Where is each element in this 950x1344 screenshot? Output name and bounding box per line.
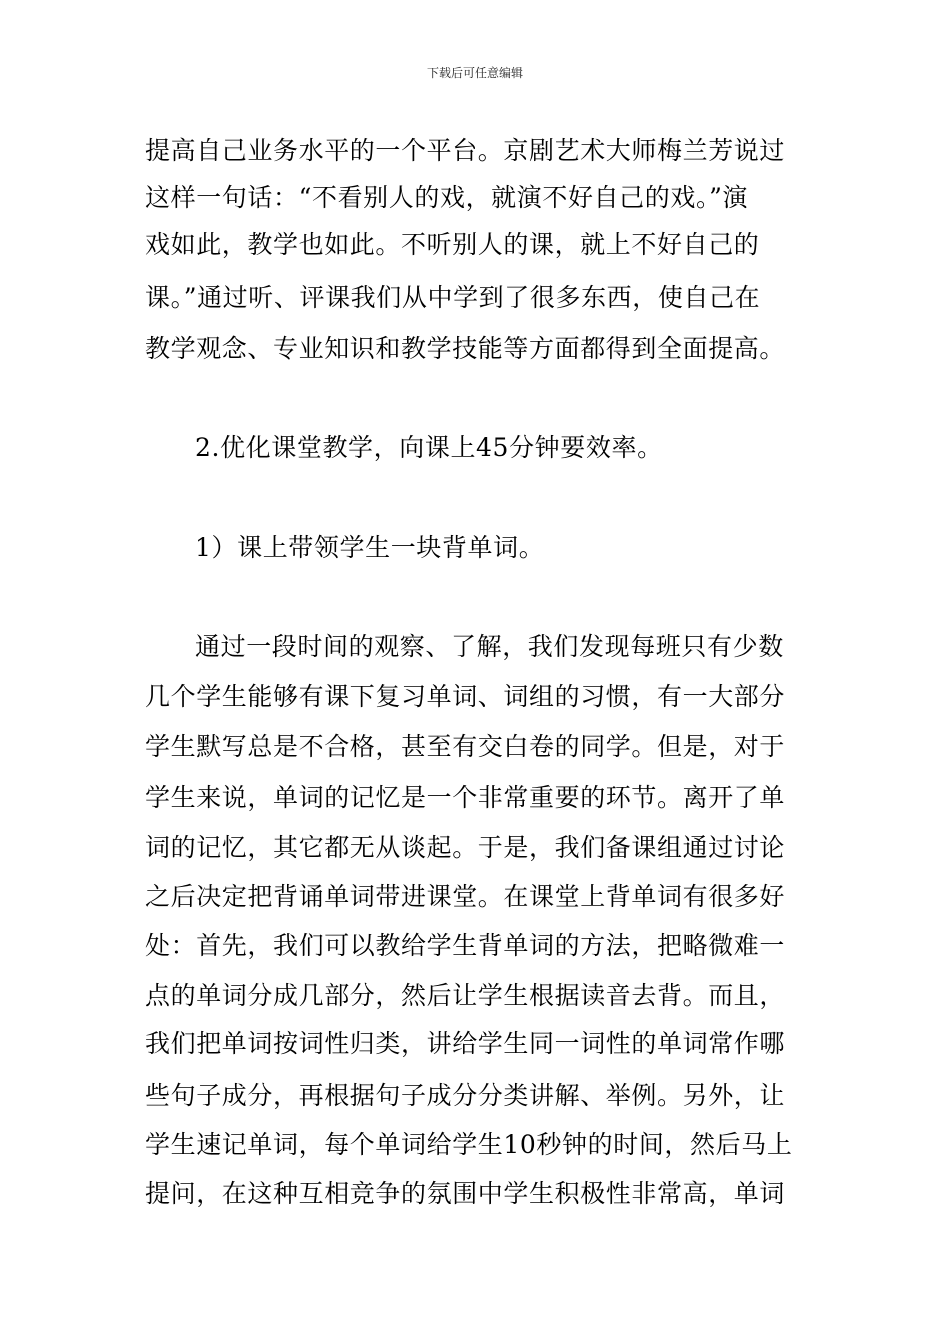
text-line: 课。”通过听、评课我们从中学到了很多东西，使自己在 [145, 283, 761, 312]
page-header: 下载后可任意编辑 [426, 66, 523, 80]
text-line: 我们把单词按词性归类，讲给学生同一词性的单词常作哪 [145, 1029, 786, 1058]
text-line: 些句子成分，再根据句子成分分类讲解、举例。另外，让 [145, 1081, 786, 1110]
text-line: 通过一段时间的观察、了解，我们发现每班只有少数 [195, 632, 784, 661]
text-line: 之后决定把背诵单词带进课堂。在课堂上背单词有很多好 [145, 882, 786, 911]
text-line: 处：首先，我们可以教给学生背单词的方法，把略微难一 [145, 931, 786, 960]
text-line: 教学观念、专业知识和教学技能等方面都得到全面提高。 [145, 334, 786, 363]
text-line: 点的单词分成几部分，然后让学生根据读音去背。而且， [145, 981, 786, 1010]
text-line: 几个学生能够有课下复习单词、词组的习惯，有一大部分 [145, 682, 786, 711]
section-heading: 2.优化课堂教学，向课上45分钟要效率。 [195, 433, 663, 462]
text-line: 提问，在这种互相竞争的氛围中学生积极性非常高，单词 [145, 1179, 786, 1208]
text-line: 这样一句话：“不看别人的戏，就演不好自己的戏。”演 [145, 183, 749, 212]
subsection-heading: 1）课上带领学生一块背单词。 [195, 533, 545, 562]
text-line: 词的记忆，其它都无从谈起。于是，我们备课组通过讨论 [145, 833, 786, 862]
text-line: 学生默写总是不合格，甚至有交白卷的同学。但是，对于 [145, 732, 786, 761]
text-line: 学生来说，单词的记忆是一个非常重要的环节。离开了单 [145, 783, 786, 812]
text-line: 提高自己业务水平的一个平台。京剧艺术大师梅兰芳说过 [145, 136, 786, 165]
text-line: 学生速记单词，每个单词给学生10秒钟的时间，然后马上 [145, 1130, 793, 1159]
text-line: 戏如此，教学也如此。不听别人的课，就上不好自己的 [145, 230, 760, 259]
